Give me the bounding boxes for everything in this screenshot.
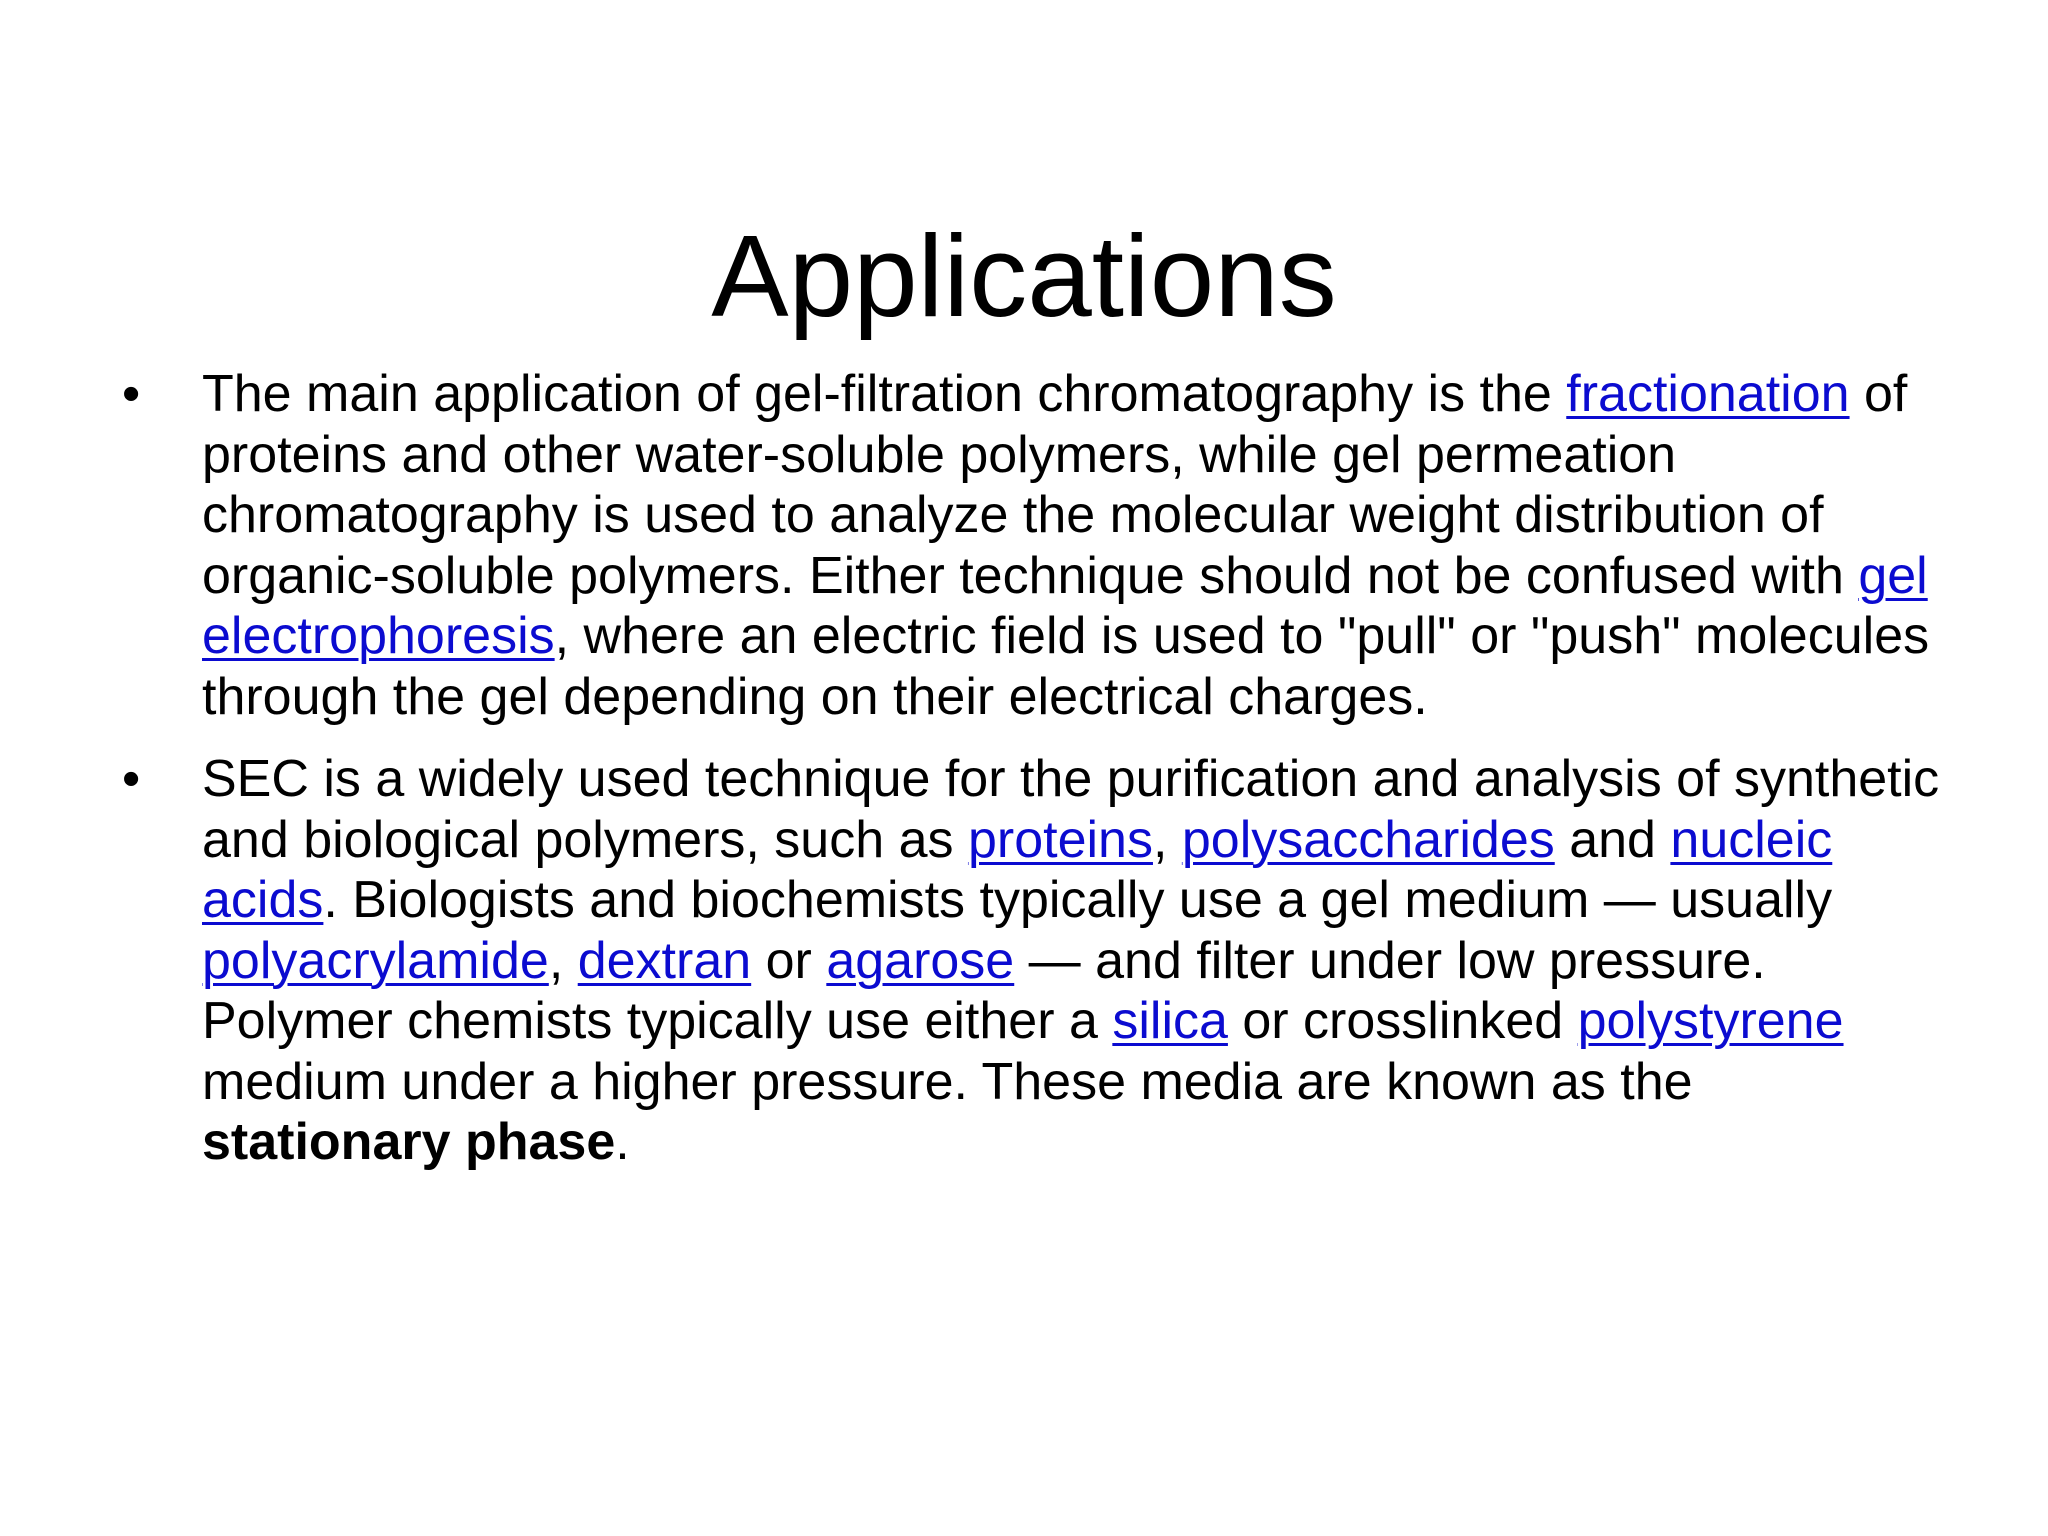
body-text: SEC is a widely used technique for the purification and analysis of synthetic and biological polymers, such as (202, 750, 1940, 869)
bold-text: stationary phase (202, 1113, 616, 1171)
inline-link[interactable]: silica (1112, 992, 1228, 1050)
bullet-list (122, 364, 1952, 1195)
body-text: , (1152, 810, 1182, 869)
body-text: . Biologists and biochemists typically use a gel medium — usually (323, 871, 1833, 929)
body-text: — and filter under low pressure. Polymer chemists typically use either a (202, 931, 1766, 1050)
body-text: The main application of gel-filtration chromatography is the (202, 365, 1567, 423)
inline-link[interactable]: proteins (967, 810, 1153, 869)
body-text: and (1554, 810, 1671, 869)
inline-link[interactable]: fractionation (1566, 365, 1850, 423)
bullet-item (122, 749, 1952, 1173)
inline-link[interactable]: gel electrophoresis (202, 546, 1928, 665)
inline-link[interactable]: agarose (826, 931, 1015, 990)
slide-title: Applications (711, 210, 1337, 341)
inline-link[interactable]: polysaccharides (1181, 810, 1555, 869)
body-text: , (548, 931, 578, 990)
bullet-item (122, 364, 1952, 727)
body-text: or (751, 931, 827, 990)
inline-link[interactable]: nucleic acids (202, 810, 1833, 929)
inline-link[interactable]: dextran (577, 931, 752, 990)
body-text: medium under a higher pressure. These media are known as the (202, 1052, 1693, 1111)
body-text: . (615, 1113, 630, 1171)
bullet-marker: • (122, 750, 141, 808)
inline-link[interactable]: polyacrylamide (202, 931, 549, 990)
body-text: , where an electric field is used to "pull" or "push" molecules through the gel depending on their electrical charges. (202, 607, 1930, 726)
body-text: of proteins and other water-soluble polymers, while gel permeation chromatography is used to analyze the molecular weight distribution of organic-soluble polymers. Either technique should not be confused with (202, 365, 1908, 605)
bullet-marker: • (122, 365, 141, 423)
inline-link[interactable]: polystyrene (1577, 992, 1844, 1050)
body-text: or crosslinked (1227, 992, 1578, 1050)
